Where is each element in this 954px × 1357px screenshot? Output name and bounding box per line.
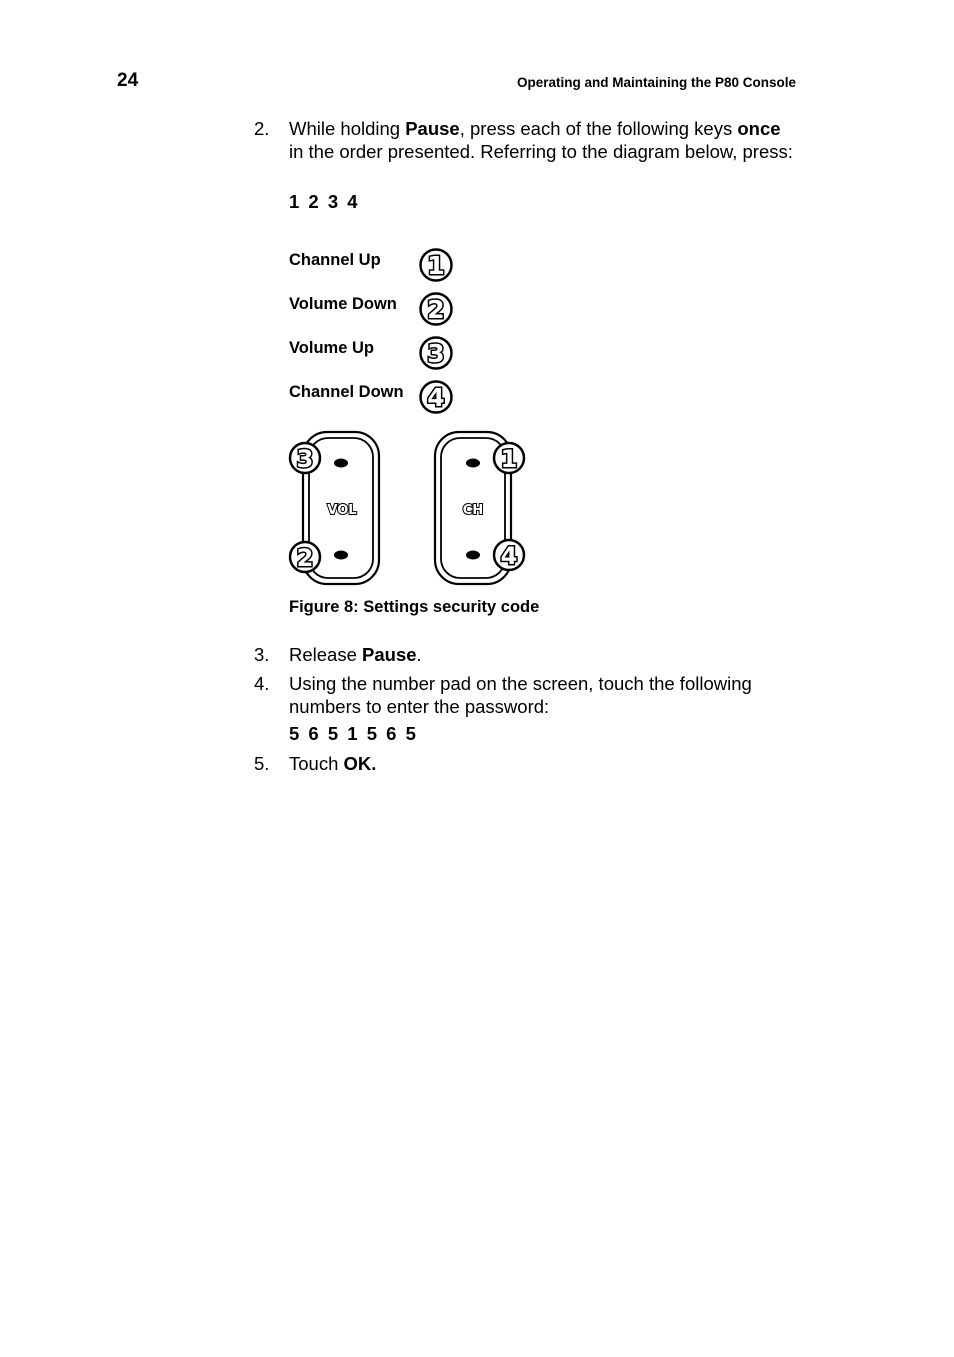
bold-text: Pause — [362, 644, 417, 665]
vol-label: VOL — [327, 503, 357, 518]
ch-down-nub — [466, 551, 480, 560]
legend-label-channel-down: Channel Down — [289, 383, 404, 401]
text: , press each of the following keys — [459, 118, 738, 139]
step-text — [289, 117, 794, 163]
legend-label-channel-up: Channel Up — [289, 251, 381, 269]
password-code: 5 6 5 1 5 6 5 — [289, 723, 418, 744]
bold-text: OK. — [343, 753, 377, 774]
badge-number: 3 — [427, 339, 445, 368]
number-1-badge-icon — [419, 248, 453, 282]
legend-label-volume-down: Volume Down — [289, 295, 397, 313]
badge-number: 4 — [427, 383, 445, 412]
badge-number: 1 — [500, 445, 518, 473]
page-number: 24 — [117, 70, 139, 91]
text: . — [416, 644, 422, 665]
badge-number: 1 — [427, 251, 445, 280]
figure-caption: Figure 8: Settings security code — [289, 598, 540, 616]
step-number: 4. — [254, 673, 270, 694]
badge-number: 4 — [500, 542, 518, 570]
number-3-badge-icon — [290, 443, 320, 473]
text: Using the number pad on the screen, touch the following numbers to enter the password: — [289, 673, 752, 717]
running-header: Operating and Maintaining the P80 Console — [516, 75, 796, 90]
legend-label-volume-up: Volume Up — [289, 339, 374, 357]
number-4-badge-icon — [494, 540, 524, 570]
number-4-badge-icon — [419, 380, 453, 414]
rocker-keys-diagram — [286, 428, 531, 590]
step-text — [289, 643, 794, 666]
text: While holding — [289, 118, 406, 139]
number-3-badge-icon — [419, 336, 453, 370]
bold-text: Pause — [405, 118, 460, 139]
number-2-badge-icon — [419, 292, 453, 326]
text: Touch — [289, 753, 344, 774]
ch-label: CH — [462, 503, 484, 518]
step-text — [289, 752, 794, 775]
vol-up-nub — [334, 459, 348, 468]
step-number: 3. — [254, 644, 270, 665]
text: in the order presented. Referring to the diagram below, press: — [289, 141, 793, 162]
step-text — [289, 672, 794, 718]
step-number: 2. — [254, 118, 270, 139]
ch-up-nub — [466, 459, 480, 468]
number-1-badge-icon — [494, 443, 524, 473]
text: Release — [289, 644, 363, 665]
badge-number: 2 — [427, 295, 445, 324]
vol-down-nub — [334, 551, 348, 560]
badge-number: 3 — [296, 445, 314, 473]
step-number: 5. — [254, 753, 270, 774]
key-sequence-code: 1 2 3 4 — [289, 191, 360, 212]
bold-text: once — [737, 118, 781, 139]
badge-number: 2 — [296, 544, 314, 572]
number-2-badge-icon — [290, 542, 320, 572]
